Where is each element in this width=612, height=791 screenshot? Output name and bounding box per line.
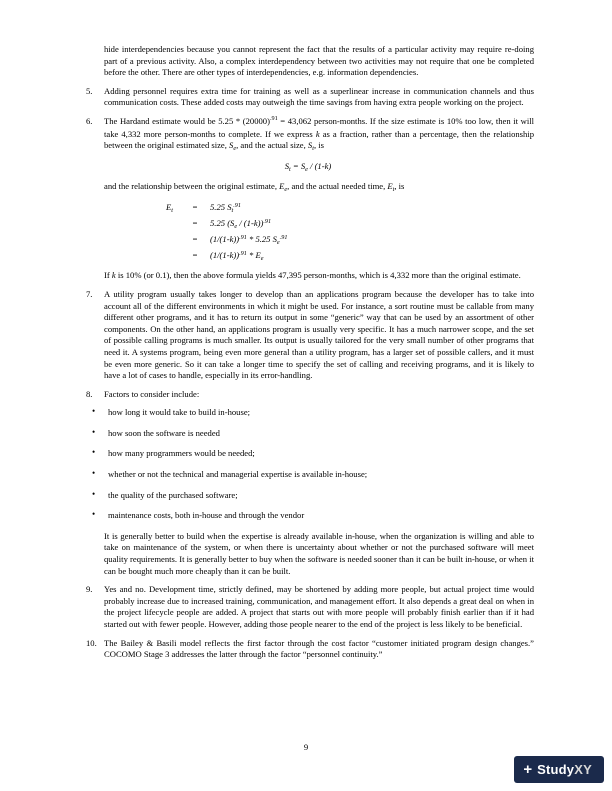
sentence-part: , is — [394, 180, 405, 191]
item-text — [104, 116, 534, 153]
eq-sup: .91 — [239, 233, 247, 241]
list-item — [82, 289, 534, 382]
variable-se: S — [229, 140, 234, 151]
eq-sub: t — [289, 165, 291, 173]
variable-k: k — [315, 128, 320, 139]
studyxy-watermark[interactable] — [514, 756, 604, 783]
equation-derivation — [82, 200, 534, 264]
sentence-part: is 10% (or 0.1), then the above formula yields 47,395 person-months, which is 4,332 more than the original estimate. — [115, 270, 521, 281]
variable-ee-sub: e — [284, 185, 288, 193]
list-item: • how long it would take to build in-house; — [82, 407, 534, 419]
list-item — [82, 389, 534, 401]
eq-sup: .91 — [239, 249, 247, 257]
equation-line — [166, 232, 534, 248]
list-item — [82, 638, 534, 661]
eq-rhs — [210, 216, 534, 232]
equation-size-relationship — [82, 160, 534, 174]
build-vs-buy-paragraph: It is generally better to build when the expertise is already available in-house, when the organization is willing and able to take on maintenance of the system, or when there is uncertainty about whether or not the purchased software will meet quality requirements. It is generally better to buy when the software is needed sooner than it can be built in-house, or when it can be bought much more cheaply than it can be built. — [104, 530, 534, 576]
eq-term: * 5.25 S — [246, 234, 277, 245]
intro-paragraph: hide interdependencies because you cannot represent the fact that the results of a particular activity may require re-doing part of a previous activity. Also, a complex interdependency between two activities may not require that one be completed before the other. There are other types of interdependencies, e.g. information dependencies. — [104, 44, 534, 78]
variable-se-sub: e — [233, 145, 237, 153]
eq-sup: .91 — [233, 201, 241, 209]
eq-sub: t — [231, 207, 234, 215]
eq-rhs — [210, 248, 534, 264]
eq-sup: .91 — [263, 217, 272, 225]
item-text-part: , and the actual size, — [236, 140, 308, 151]
item-number: 5. — [86, 85, 93, 96]
eq-lhs — [166, 216, 192, 232]
variable-et: E — [387, 180, 393, 191]
item-text: The Bailey & Basili model reflects the first factor through the cost factor “customer initiated program design changes.” COCOMO Stage 3 addresses the latter through the factor “personnel continuity.” — [104, 637, 534, 660]
k-conclusion — [104, 270, 534, 282]
sentence-part: , and the actual needed time, — [287, 180, 388, 191]
exponent: .91 — [269, 115, 278, 123]
item-text: Yes and no. Development time, strictly defined, may be shortened by adding more people, but actual project time would probably increase due to increased training, communication, and management effort. It also depends a great deal on when in the project lifecycle people are added. A project that starts out with more people will probably finish earlier than if it had started out with fewer people. However, adding those people nearer to the end of the project is less likely to be beneficial. — [104, 584, 534, 629]
item-text: Factors to consider include: — [104, 388, 200, 399]
eq-operator: = — [192, 202, 198, 213]
eq-term: 5.25 S — [210, 202, 232, 213]
item-text: A utility program usually takes longer to develop than an applications program because the developer has to take into account all of the different environments in which it might be used. For instance, a sort routine must be callable from many different other programs, and it has to return its output in some “generic” way that can be used by an assortment of other components. On the other hand, an applications program is usually very specific. It has a much narrower scope, and the set of possible calling programs is much smaller. Its output is usually tailored for the very small number of other programs that need it. A systems program, being even more general than a utility program, has a larger set of possible callers, and it must be even more generic. So it can take a longer time to specify the set of calling and receiving programs, and it is likely to have a lot of cases to handle, especially in its error-handling. — [104, 288, 534, 381]
factors-bullet-list — [82, 407, 534, 522]
eq-rhs — [210, 200, 534, 216]
eq-term: = S — [290, 160, 306, 171]
variable-st-sub: t — [312, 145, 314, 153]
equation-line — [166, 200, 534, 216]
sentence-part: and the relationship between the original estimate, — [104, 180, 280, 191]
list-item — [82, 116, 534, 153]
eq-term: / (1-k) — [307, 160, 332, 171]
list-item: • how soon the software is needed — [82, 428, 534, 440]
eq-lhs — [166, 232, 192, 248]
eq-operator: = — [192, 218, 198, 229]
equation-line — [166, 216, 534, 232]
item-text-part: = 43,062 person-months. If the size estimate is 10% too low, then it will take 4,332 more person-months to complete. If we express — [104, 115, 534, 139]
eq-sub: e — [260, 255, 264, 263]
item-text-part: The Hardand estimate would be 5.25 * (20000) — [104, 115, 270, 126]
eq-sub: e — [234, 223, 238, 231]
document-content — [82, 44, 534, 668]
variable-et-sub: t — [392, 185, 395, 193]
list-item: • whether or not the technical and managerial expertise is available in-house; — [82, 469, 534, 481]
watermark-name: Study — [537, 762, 575, 777]
list-item — [82, 584, 534, 630]
eq-term: S — [284, 160, 289, 171]
eq-term: 5.25 (S — [210, 218, 235, 229]
eq-sub: e — [305, 165, 308, 173]
list-item: • the quality of the purchased software; — [82, 490, 534, 502]
eq-operator: = — [192, 234, 198, 245]
item-text-part: , is — [313, 140, 324, 151]
sentence-part: If — [104, 270, 112, 281]
equation-line — [166, 248, 534, 264]
eq-term: (1/(1-k)) — [210, 234, 240, 245]
eq-sub: e — [276, 239, 280, 247]
item-number: 8. — [86, 388, 93, 399]
item-text-part: as a fraction, rather than a percentage, then the relationship between the original estimated size, — [104, 128, 534, 151]
item-number: 7. — [86, 288, 93, 299]
eq-term: (1/(1-k)) — [210, 250, 240, 261]
eq-term: E — [166, 202, 172, 213]
page-number: 9 — [303, 742, 309, 752]
item-number: 6. — [86, 115, 93, 126]
variable-k: k — [111, 270, 116, 281]
variable-ee: E — [279, 180, 285, 191]
watermark-suffix: XY — [574, 762, 592, 777]
eq-lhs — [166, 248, 192, 264]
eq-term: * E — [246, 250, 261, 261]
eq-rhs — [210, 232, 534, 248]
eq-term: / (1-k)) — [237, 218, 264, 229]
eq-sup: .91 — [279, 233, 288, 241]
relationship-sentence — [104, 181, 534, 194]
list-item: • maintenance costs, both in-house and through the vendor — [82, 510, 534, 522]
plus-icon: + — [523, 761, 533, 778]
eq-sub: t — [171, 207, 173, 215]
item-number: 9. — [86, 584, 93, 595]
item-text: Adding personnel requires extra time for training as well as a superlinear increase in communication channels and thus communication costs. These added costs may outweigh the time savings from having extra people working on the project. — [104, 85, 534, 108]
eq-lhs — [166, 200, 192, 216]
watermark-label — [537, 762, 592, 777]
item-number: 10. — [86, 637, 97, 648]
list-item: • how many programmers would be needed; — [82, 448, 534, 460]
variable-st: S — [307, 140, 313, 151]
list-item — [82, 86, 534, 109]
eq-operator: = — [192, 250, 198, 261]
